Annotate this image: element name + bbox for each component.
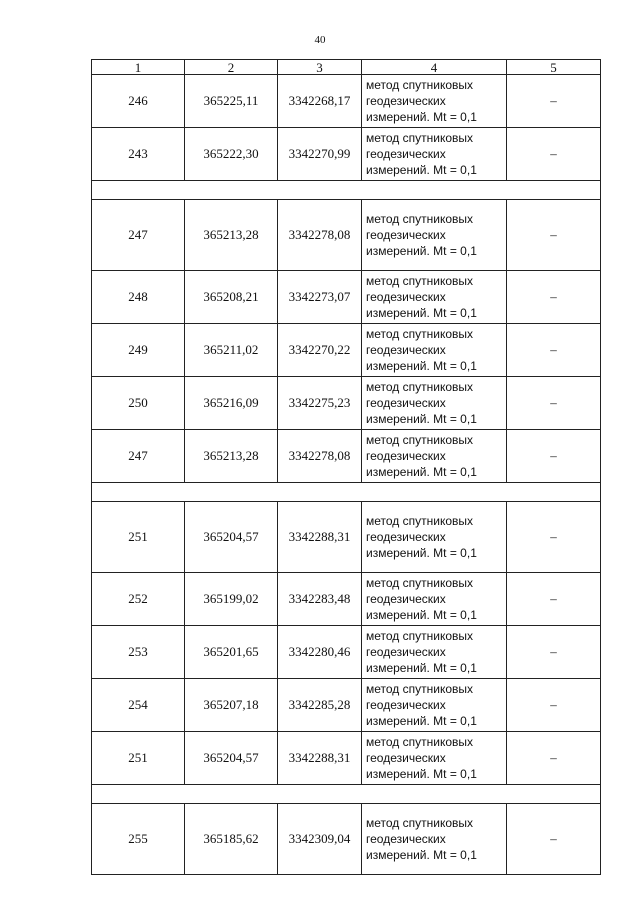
coordinates-table — [91, 59, 601, 875]
method-line: измерений. Mt = 0,1 — [366, 661, 477, 675]
header-cell: 2 — [185, 60, 278, 75]
method-line: геодезических — [366, 228, 446, 242]
method-line: измерений. Mt = 0,1 — [366, 306, 477, 320]
header-cell: 3 — [278, 60, 362, 75]
table-row — [92, 679, 601, 732]
method-cell — [362, 732, 507, 785]
point-number-cell: 251 — [92, 502, 185, 573]
header-row — [92, 60, 601, 75]
point-number-cell: 248 — [92, 271, 185, 324]
x-coordinate-cell: 365204,57 — [185, 732, 278, 785]
x-coordinate-cell: 365213,28 — [185, 430, 278, 483]
method-cell — [362, 430, 507, 483]
table-row — [92, 430, 601, 483]
point-number-cell: 252 — [92, 573, 185, 626]
table-row — [92, 75, 601, 128]
method-line: метод спутниковых — [366, 576, 474, 590]
note-cell: – — [507, 804, 601, 875]
method-line: геодезических — [366, 290, 446, 304]
method-line: метод спутниковых — [366, 131, 474, 145]
table-row — [92, 200, 601, 271]
method-line: геодезических — [366, 751, 446, 765]
y-coordinate-cell: 3342270,99 — [278, 128, 362, 181]
method-line: измерений. Mt = 0,1 — [366, 767, 477, 781]
x-coordinate-cell: 365213,28 — [185, 200, 278, 271]
note-cell: – — [507, 430, 601, 483]
method-line: метод спутниковых — [366, 78, 474, 92]
method-line: измерений. Mt = 0,1 — [366, 848, 477, 862]
method-line: геодезических — [366, 832, 446, 846]
group-separator-row — [92, 181, 601, 200]
method-cell — [362, 679, 507, 732]
point-number-cell: 247 — [92, 200, 185, 271]
header-cell: 1 — [92, 60, 185, 75]
y-coordinate-cell: 3342309,04 — [278, 804, 362, 875]
table-row — [92, 732, 601, 785]
separator-cell — [92, 181, 601, 200]
method-line: геодезических — [366, 592, 446, 606]
x-coordinate-cell: 365222,30 — [185, 128, 278, 181]
method-line: измерений. Mt = 0,1 — [366, 465, 477, 479]
method-line: геодезических — [366, 94, 446, 108]
table-body — [92, 60, 601, 875]
x-coordinate-cell: 365199,02 — [185, 573, 278, 626]
method-line: измерений. Mt = 0,1 — [366, 244, 477, 258]
table-row — [92, 377, 601, 430]
y-coordinate-cell: 3342278,08 — [278, 200, 362, 271]
x-coordinate-cell: 365185,62 — [185, 804, 278, 875]
method-line: геодезических — [366, 396, 446, 410]
point-number-cell: 246 — [92, 75, 185, 128]
point-number-cell: 250 — [92, 377, 185, 430]
x-coordinate-cell: 365216,09 — [185, 377, 278, 430]
y-coordinate-cell: 3342288,31 — [278, 502, 362, 573]
note-cell: – — [507, 200, 601, 271]
point-number-cell: 251 — [92, 732, 185, 785]
method-line: метод спутниковых — [366, 816, 474, 830]
y-coordinate-cell: 3342273,07 — [278, 271, 362, 324]
method-line: метод спутниковых — [366, 682, 474, 696]
method-line: геодезических — [366, 343, 446, 357]
method-cell — [362, 804, 507, 875]
method-line: измерений. Mt = 0,1 — [366, 608, 477, 622]
method-line: метод спутниковых — [366, 380, 474, 394]
note-cell: – — [507, 732, 601, 785]
method-line: геодезических — [366, 645, 446, 659]
x-coordinate-cell: 365207,18 — [185, 679, 278, 732]
method-cell — [362, 271, 507, 324]
table-row — [92, 573, 601, 626]
method-line: измерений. Mt = 0,1 — [366, 546, 477, 560]
y-coordinate-cell: 3342283,48 — [278, 573, 362, 626]
table-row — [92, 502, 601, 573]
method-line: метод спутниковых — [366, 735, 474, 749]
method-line: метод спутниковых — [366, 327, 474, 341]
method-line: метод спутниковых — [366, 629, 474, 643]
point-number-cell: 243 — [92, 128, 185, 181]
x-coordinate-cell: 365211,02 — [185, 324, 278, 377]
note-cell: – — [507, 626, 601, 679]
table-row — [92, 324, 601, 377]
page-number: 40 — [314, 34, 326, 46]
point-number-cell: 255 — [92, 804, 185, 875]
separator-cell — [92, 785, 601, 804]
y-coordinate-cell: 3342278,08 — [278, 430, 362, 483]
point-number-cell: 254 — [92, 679, 185, 732]
method-line: измерений. Mt = 0,1 — [366, 163, 477, 177]
method-line: метод спутниковых — [366, 514, 474, 528]
group-separator-row — [92, 483, 601, 502]
separator-cell — [92, 483, 601, 502]
method-line: измерений. Mt = 0,1 — [366, 359, 477, 373]
note-cell: – — [507, 271, 601, 324]
group-separator-row — [92, 785, 601, 804]
method-cell — [362, 75, 507, 128]
table-row — [92, 128, 601, 181]
x-coordinate-cell: 365225,11 — [185, 75, 278, 128]
method-line: геодезических — [366, 449, 446, 463]
note-cell: – — [507, 377, 601, 430]
method-line: метод спутниковых — [366, 433, 474, 447]
method-line: метод спутниковых — [366, 212, 474, 226]
method-line: геодезических — [366, 698, 446, 712]
x-coordinate-cell: 365208,21 — [185, 271, 278, 324]
method-line: измерений. Mt = 0,1 — [366, 110, 477, 124]
method-line: измерений. Mt = 0,1 — [366, 714, 477, 728]
y-coordinate-cell: 3342280,46 — [278, 626, 362, 679]
method-cell — [362, 200, 507, 271]
note-cell: – — [507, 573, 601, 626]
note-cell: – — [507, 502, 601, 573]
method-line: метод спутниковых — [366, 274, 474, 288]
table-row — [92, 271, 601, 324]
note-cell: – — [507, 75, 601, 128]
y-coordinate-cell: 3342270,22 — [278, 324, 362, 377]
point-number-cell: 249 — [92, 324, 185, 377]
note-cell: – — [507, 679, 601, 732]
header-cell: 4 — [362, 60, 507, 75]
table-row — [92, 804, 601, 875]
method-cell — [362, 626, 507, 679]
y-coordinate-cell: 3342268,17 — [278, 75, 362, 128]
method-line: измерений. Mt = 0,1 — [366, 412, 477, 426]
method-line: геодезических — [366, 147, 446, 161]
note-cell: – — [507, 128, 601, 181]
method-cell — [362, 377, 507, 430]
y-coordinate-cell: 3342288,31 — [278, 732, 362, 785]
point-number-cell: 247 — [92, 430, 185, 483]
y-coordinate-cell: 3342275,23 — [278, 377, 362, 430]
note-cell: – — [507, 324, 601, 377]
method-cell — [362, 324, 507, 377]
x-coordinate-cell: 365201,65 — [185, 626, 278, 679]
y-coordinate-cell: 3342285,28 — [278, 679, 362, 732]
x-coordinate-cell: 365204,57 — [185, 502, 278, 573]
method-line: геодезических — [366, 530, 446, 544]
method-cell — [362, 502, 507, 573]
table-row — [92, 626, 601, 679]
header-cell: 5 — [507, 60, 601, 75]
point-number-cell: 253 — [92, 626, 185, 679]
method-cell — [362, 128, 507, 181]
method-cell — [362, 573, 507, 626]
